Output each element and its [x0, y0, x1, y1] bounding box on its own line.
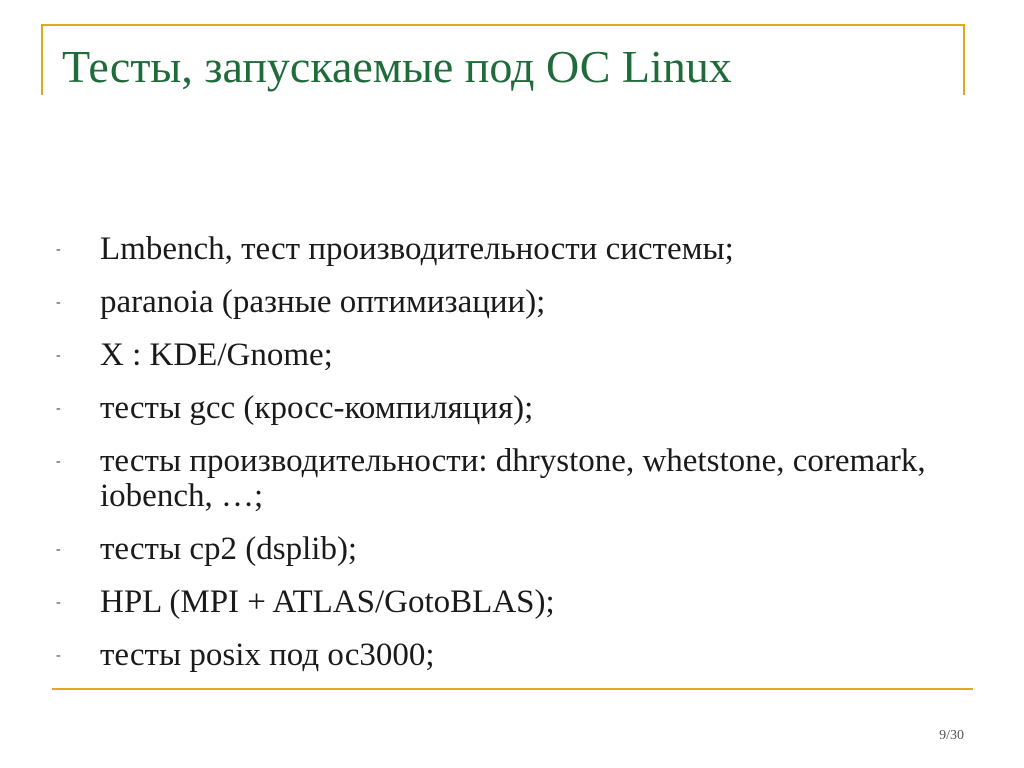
bullet-item: [56, 338, 966, 373]
bullet-list: [56, 232, 966, 691]
bullet-marker: -: [56, 348, 61, 363]
page-number: 9/30: [939, 728, 964, 743]
bullet-marker: -: [56, 542, 61, 557]
bullet-text: тесты gcc (кросс-компиляция);: [100, 390, 534, 426]
bullet-text: X : KDE/Gnome;: [100, 337, 333, 373]
bullet-text: paranoia (разные оптимизации);: [100, 284, 546, 320]
slide-title: Тесты, запускаемые под ОС Linux: [62, 41, 732, 92]
bullet-text: Lmbench, тест производительности системы;: [100, 231, 734, 267]
bullet-marker: -: [56, 595, 61, 610]
bullet-marker: -: [56, 454, 61, 469]
bullet-item: [56, 232, 966, 267]
bullet-text: HPL (MPI + ATLAS/GotoBLAS);: [100, 584, 555, 620]
bullet-text: тесты posix под ос3000;: [100, 637, 435, 673]
title-frame-left-rule: [41, 24, 43, 95]
bullet-item: [56, 532, 966, 567]
bullet-marker: -: [56, 295, 61, 310]
title-frame-top-rule: [41, 24, 965, 26]
footer-rule: [52, 688, 973, 690]
bullet-item: [56, 638, 966, 673]
bullet-marker: -: [56, 401, 61, 416]
bullet-item: [56, 391, 966, 426]
bullet-item: [56, 444, 966, 514]
bullet-marker: -: [56, 242, 61, 257]
bullet-item: [56, 285, 966, 320]
bullet-text: тесты производительности: dhrystone, whetstone, coremark, iobench, …;: [100, 443, 926, 514]
bullet-text: тесты cp2 (dsplib);: [100, 531, 358, 567]
title-frame-right-rule: [963, 24, 965, 95]
bullet-marker: -: [56, 648, 61, 663]
bullet-item: [56, 585, 966, 620]
